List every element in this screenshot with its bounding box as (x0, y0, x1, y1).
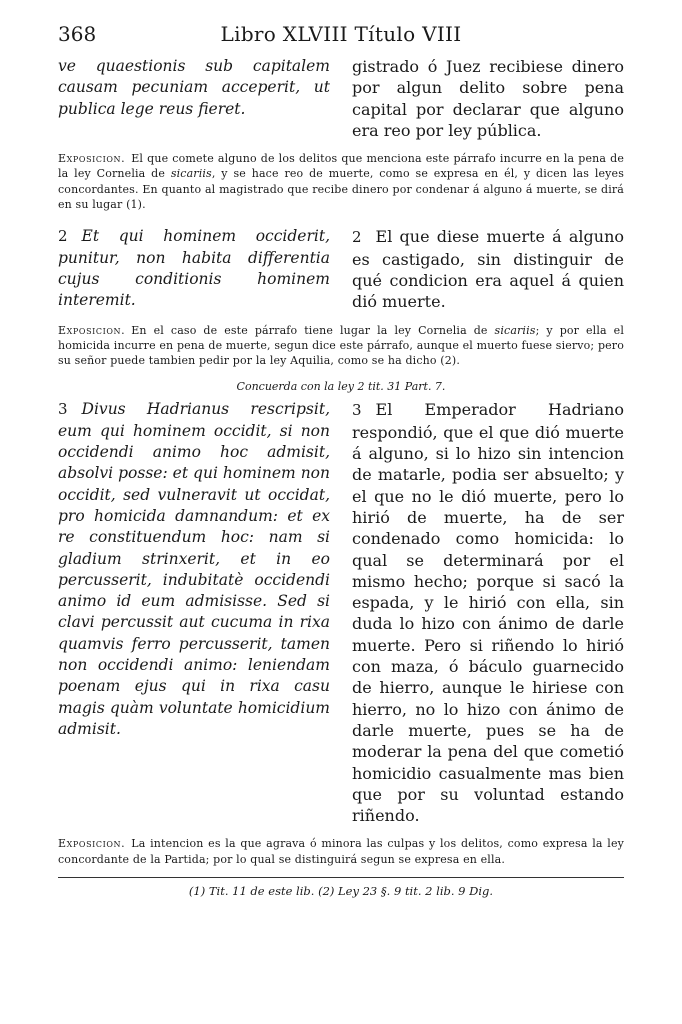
spanish-text-1: gistrado ó Juez recibiese dinero por algun delito sobre pena capital por declarar que alguno era reo por ley pública. (352, 57, 624, 140)
latin-paragraph: Et qui hominem occiderit, punitur, non habita differentia cujus conditionis hominem interemit. (58, 227, 330, 310)
paragraph-number: 2 (58, 227, 68, 246)
latin-text-2 (58, 226, 330, 312)
exposicion-label: Exposicion. (58, 323, 126, 337)
paragraph-number: 3 (352, 401, 362, 420)
exposicion-text-a: En el caso de este párrafo tiene lugar la ley Cornelia de (131, 323, 495, 337)
footnotes: (1) Tit. 11 de este lib. (2) Ley 23 §. 9 tit. 2 lib. 9 Dig. (188, 883, 494, 898)
spanish-paragraph: El que diese muerte á alguno es castigado, sin distinguir de qué condicion era aquel á quien dió muerte. (352, 227, 624, 312)
exposicion-text-a: El que comete alguno de los delitos que menciona este párrafo incurre en la pena de la ley Cornelia de (58, 152, 624, 181)
running-title: Libro XLVIII Título VIII (220, 22, 462, 46)
section-3 (58, 399, 624, 826)
paragraph-number: 2 (352, 228, 362, 247)
spanish-paragraph: El Emperador Hadriano respondió, que el que dió muerte á alguno, si lo hizo sin intencion de matarle, podia ser absuelto; y el que no le dió muerte, pero lo hirió de muerte, ha de ser condenado como homicida: lo qual se determinará por el mismo hecho; porque si sacó la espada, y le hirió con ella, sin duda lo hizo con ánimo de darle muerte. Pero si riñendo lo hirió con maza, ó báculo guarnecido de hierro, aunque le hiriese con hierro, no lo hizo con ánimo de darle muerte, pues se ha de moderar la pena del que cometió homicidio casualmente mas bien que por su voluntad estando riñendo. (352, 400, 624, 826)
exposicion-3 (58, 836, 624, 867)
latin-text-3 (58, 399, 330, 826)
latin-text-1: ve quaestionis sub capitalem causam pecuniam acceperit, ut publica lege reus fieret. (58, 57, 330, 118)
block-1 (58, 56, 624, 141)
exposicion-text: La intencion es la que agrava ó minora las culpas y los delitos, como expresa la ley concordante de la Partida; por lo qual se distinguirá segun se expresa en ella. (58, 837, 624, 866)
page (58, 22, 624, 898)
exposicion-text-b: , y se hace reo de muerte, como se expresa en él, y dicen las leyes concordantes. En quanto al magistrado que recibe dinero por condenar á alguno á muerte, se dirá en su lugar (1). (58, 167, 625, 212)
exposicion-1 (58, 151, 624, 212)
exposicion-term: sicariis (494, 323, 536, 337)
page-number: 368 (58, 22, 97, 46)
paragraph-number: 3 (58, 400, 68, 419)
spanish-text-3 (352, 399, 624, 826)
section-2 (58, 226, 624, 312)
exposicion-2 (58, 323, 624, 369)
page-header (58, 22, 624, 56)
exposicion-label: Exposicion. (58, 837, 126, 851)
concordance-note: Concuerda con la ley 2 tit. 31 Part. 7. (236, 380, 446, 394)
spanish-text-2 (352, 226, 624, 312)
footnote-divider (58, 877, 624, 878)
exposicion-term: sicariis (170, 167, 212, 181)
exposicion-label: Exposicion. (58, 152, 126, 166)
exposicion-text-b: ; y por ella el homicida incurre en pena de muerte, segun dice este párrafo, aunque el muerto fuese siervo; pero su señor puede tambien pedir por la ley Aquilia, como se ha dicho (2). (58, 323, 624, 368)
latin-paragraph: Divus Hadrianus rescripsit, eum qui hominem occidit, si non occidendi animo hoc admisit, absolvi posse: et qui hominem non occidit, sed vulneravit ut occidat, pro homicida damnandum: et ex re constituendum hoc: nam si gladium strinxerit, et in eo percusserit, indubitatè occidendi animo id eum admisisse. Sed si clavi percussit aut cucuma in rixa quamvis ferro percusserit, tamen non occidendi animo: leniendam poenam ejus qui in rixa casu magis quàm voluntate homicidium admisit. (58, 400, 330, 738)
